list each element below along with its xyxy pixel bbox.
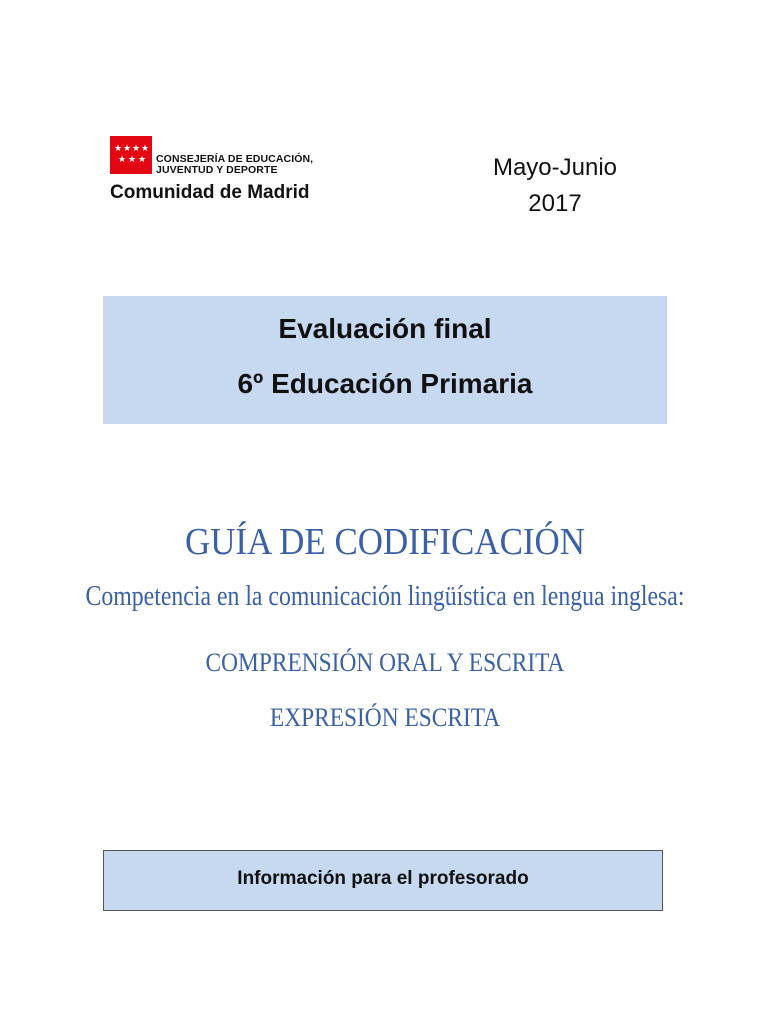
madrid-flag-icon bbox=[110, 136, 152, 174]
exam-date bbox=[460, 150, 650, 222]
teacher-info-box bbox=[103, 850, 663, 911]
guide-subtitle: Competencia en la comunicación lingüística en lengua inglesa: bbox=[85, 580, 685, 612]
star-icon: ★ bbox=[132, 144, 141, 154]
star-icon: ★ bbox=[141, 144, 150, 154]
region-name: Comunidad de Madrid bbox=[110, 182, 310, 203]
guide-section-expression: EXPRESIÓN ESCRITA bbox=[269, 703, 501, 732]
guide-section-comprehension: COMPRENSIÓN ORAL Y ESCRITA bbox=[205, 648, 565, 677]
star-icon: ★ bbox=[114, 144, 123, 154]
evaluation-title: Evaluación final bbox=[278, 313, 492, 344]
evaluation-level: 6º Educación Primaria bbox=[237, 368, 533, 399]
guide-title: GUÍA DE CODIFICACIÓN bbox=[184, 521, 586, 563]
department-name bbox=[156, 154, 313, 176]
star-icon: ★ bbox=[123, 144, 132, 154]
institution-logo bbox=[110, 136, 390, 216]
star-icon: ★ bbox=[128, 155, 137, 165]
star-icon: ★ bbox=[138, 155, 147, 165]
evaluation-banner bbox=[103, 296, 667, 424]
star-icon: ★ bbox=[118, 155, 127, 165]
date-months: Mayo-Junio bbox=[492, 154, 618, 181]
department-line-2: JUVENTUD Y DEPORTE bbox=[156, 164, 278, 176]
teacher-info-label: Información para el profesorado bbox=[237, 868, 529, 889]
date-year: 2017 bbox=[528, 190, 582, 217]
department-line-1: CONSEJERÍA DE EDUCACIÓN, bbox=[156, 153, 314, 165]
